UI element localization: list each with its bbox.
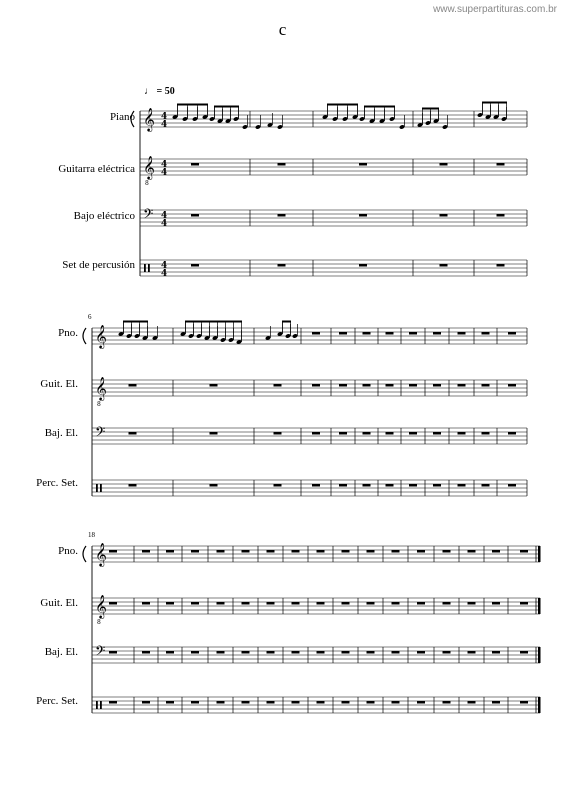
whole-rest [242,550,250,553]
whole-rest [274,384,282,387]
whole-rest [292,651,300,654]
instrument-short-guitar: Guit. El. [40,597,78,609]
whole-rest [142,550,150,553]
instrument-short-percussion: Perc. Set. [36,695,78,707]
note-beam [327,104,358,106]
whole-rest [191,602,199,605]
whole-rest [417,550,425,553]
whole-rest [468,701,476,704]
whole-rest [433,484,441,487]
whole-rest [191,264,199,267]
whole-rest [210,432,218,435]
percussion-clef-icon [100,701,102,709]
measure-number-18: 18 [88,531,95,539]
whole-rest [520,602,528,605]
whole-rest [109,602,117,605]
whole-rest [482,484,490,487]
whole-rest [468,550,476,553]
percussion-clef-icon [148,264,150,272]
whole-rest [363,484,371,487]
whole-rest [317,550,325,553]
whole-rest [191,651,199,654]
whole-rest [217,651,225,654]
whole-rest [409,384,417,387]
whole-rest [166,550,174,553]
treble-clef-icon: 𝄞 [95,324,107,348]
final-barline-thick [538,598,541,614]
whole-rest [339,484,347,487]
whole-rest [217,602,225,605]
note-beam [214,106,239,108]
whole-rest [440,264,448,267]
whole-rest [339,384,347,387]
whole-rest [443,602,451,605]
instrument-short-bass: Baj. El. [44,427,78,439]
bass-clef-icon: 𝄢 [143,206,154,225]
whole-rest [497,214,505,217]
whole-rest [278,163,286,166]
whole-rest [129,432,137,435]
whole-rest [367,651,375,654]
whole-rest [468,651,476,654]
time-signature-denominator: 4 [161,120,168,130]
whole-rest [392,651,400,654]
whole-rest [520,701,528,704]
whole-rest [458,484,466,487]
whole-rest [492,550,500,553]
whole-rest [440,214,448,217]
treble-clef-icon: 𝄞 [143,155,155,179]
whole-rest [497,163,505,166]
whole-rest [129,384,137,387]
whole-rest [386,432,394,435]
whole-rest [386,384,394,387]
whole-rest [109,550,117,553]
whole-rest [508,484,516,487]
instrument-label-bass: Bajo eléctrico [73,210,135,222]
note-beam [177,104,208,106]
instrument-short-piano: Pno. [58,545,78,557]
time-signature-numerator: 4 [161,211,168,221]
whole-rest [267,602,275,605]
whole-rest [392,550,400,553]
whole-rest [339,432,347,435]
whole-rest [433,384,441,387]
whole-rest [274,432,282,435]
whole-rest [217,550,225,553]
percussion-clef-icon [96,701,98,709]
whole-rest [166,651,174,654]
whole-rest [409,332,417,335]
whole-rest [312,432,320,435]
whole-rest [417,602,425,605]
whole-rest [359,214,367,217]
whole-rest [191,701,199,704]
whole-rest [242,651,250,654]
whole-rest [267,701,275,704]
whole-rest [274,484,282,487]
treble-clef-icon: 𝄞 [95,542,107,566]
whole-rest [409,484,417,487]
whole-rest [292,602,300,605]
whole-rest [386,332,394,335]
whole-rest [359,163,367,166]
whole-rest [210,484,218,487]
note-beam [282,321,291,323]
whole-rest [392,602,400,605]
whole-rest [520,550,528,553]
time-signature-numerator: 4 [161,112,168,122]
whole-rest [468,602,476,605]
time-signature-numerator: 4 [161,160,168,170]
whole-rest [386,484,394,487]
whole-rest [492,651,500,654]
final-barline-thick [538,697,541,713]
whole-rest [482,332,490,335]
percussion-clef-icon [144,264,146,272]
whole-rest [166,602,174,605]
whole-rest [492,602,500,605]
whole-rest [109,651,117,654]
whole-rest [482,432,490,435]
whole-rest [142,701,150,704]
note-beam [482,102,507,104]
whole-rest [342,651,350,654]
whole-rest [109,701,117,704]
whole-rest [417,701,425,704]
whole-rest [492,701,500,704]
whole-rest [508,332,516,335]
whole-rest [267,550,275,553]
whole-rest [191,214,199,217]
whole-rest [520,651,528,654]
whole-rest [317,651,325,654]
instrument-short-percussion: Perc. Set. [36,477,78,489]
final-barline-thick [538,546,541,562]
site-watermark: www.superpartituras.com.br [433,4,557,15]
instrument-label-guitar: Guitarra eléctrica [58,163,135,175]
whole-rest [458,432,466,435]
whole-rest [508,432,516,435]
staff-brace [83,328,86,344]
treble-clef-icon: 𝄞 [143,107,155,131]
time-signature-numerator: 4 [161,261,168,271]
note-beam [123,321,148,323]
whole-rest [363,432,371,435]
whole-rest [242,701,250,704]
whole-rest [433,332,441,335]
octave-marker: 8 [97,619,101,626]
percussion-clef-icon [96,484,98,492]
measure-number-6: 6 [88,313,92,321]
whole-rest [367,701,375,704]
whole-rest [508,384,516,387]
whole-rest [242,602,250,605]
whole-rest [210,384,218,387]
whole-rest [312,484,320,487]
time-signature-denominator: 4 [161,219,168,229]
whole-rest [433,432,441,435]
whole-rest [342,701,350,704]
whole-rest [217,701,225,704]
whole-rest [312,384,320,387]
whole-rest [278,214,286,217]
whole-rest [191,550,199,553]
whole-rest [191,163,199,166]
whole-rest [267,651,275,654]
score-title: c [278,20,287,39]
whole-rest [339,332,347,335]
instrument-short-guitar: Guit. El. [40,378,78,390]
time-signature-denominator: 4 [161,269,168,279]
instrument-short-piano: Pno. [58,327,78,339]
whole-rest [443,651,451,654]
final-barline-thick [538,647,541,663]
note-beam [364,106,395,108]
instrument-label-piano: Piano [109,111,135,123]
treble-clef-icon: 𝄞 [95,376,107,400]
whole-rest [392,701,400,704]
whole-rest [363,384,371,387]
whole-rest [317,602,325,605]
staff-brace [83,546,86,562]
octave-marker: 8 [97,401,101,408]
whole-rest [129,484,137,487]
whole-rest [292,550,300,553]
whole-rest [443,550,451,553]
whole-rest [342,550,350,553]
whole-rest [482,384,490,387]
whole-rest [142,602,150,605]
whole-rest [342,602,350,605]
whole-rest [458,332,466,335]
whole-rest [312,332,320,335]
whole-rest [142,651,150,654]
whole-rest [497,264,505,267]
time-signature-denominator: 4 [161,168,168,178]
octave-marker: 8 [145,180,149,187]
whole-rest [363,332,371,335]
whole-rest [166,701,174,704]
instrument-label-percussion: Set de percusión [62,259,135,271]
whole-rest [292,701,300,704]
treble-clef-icon: 𝄞 [95,594,107,618]
staff-brace [131,111,134,127]
bass-clef-icon: 𝄢 [95,424,106,443]
whole-rest [367,602,375,605]
tempo-marking: ♩ = 50 [144,86,175,97]
whole-rest [443,701,451,704]
whole-rest [278,264,286,267]
whole-rest [417,651,425,654]
whole-rest [317,701,325,704]
whole-rest [440,163,448,166]
whole-rest [458,384,466,387]
percussion-clef-icon [100,484,102,492]
bass-clef-icon: 𝄢 [95,643,106,662]
whole-rest [367,550,375,553]
whole-rest [409,432,417,435]
whole-rest [359,264,367,267]
instrument-short-bass: Baj. El. [44,646,78,658]
